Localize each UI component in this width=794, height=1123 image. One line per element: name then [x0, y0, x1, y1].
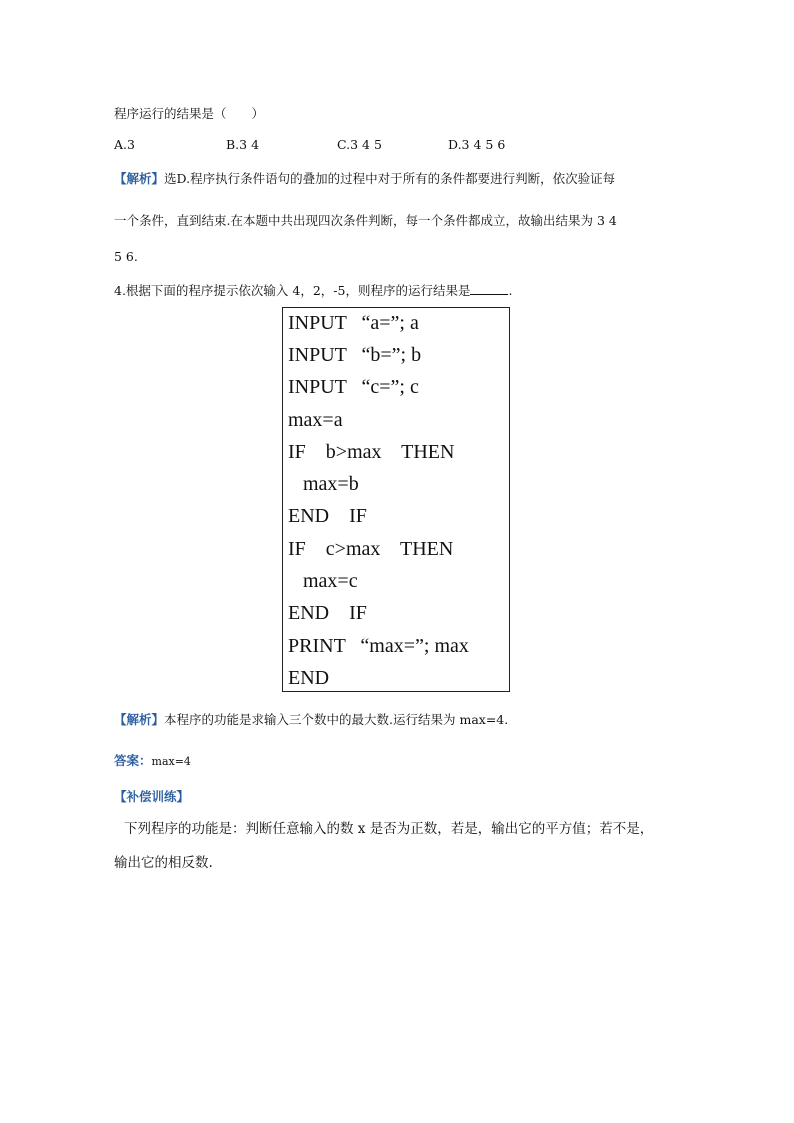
code-line: max=a: [288, 409, 343, 431]
analysis-text: 本程序的功能是求输入三个数中的最大数.运行结果为 max=4.: [164, 712, 509, 727]
supplement-line-1: 下列程序的功能是：判断任意输入的数 x 是否为正数，若是，输出它的平方值；若不是，: [124, 821, 654, 837]
option-d: D.3 4 5 6: [448, 137, 506, 152]
option-a: A.3: [114, 137, 135, 152]
answer-value: max=4: [151, 755, 191, 768]
analysis-text: 选D.程序执行条件语句的叠加的过程中对于所有的条件都要进行判断，依次验证每: [164, 171, 616, 186]
analysis-tag: 【解析】: [114, 171, 165, 186]
answer-blank: [470, 282, 508, 295]
code-line: END IF: [288, 602, 367, 624]
code-box: [282, 307, 510, 692]
answer-label: 答案：: [114, 753, 152, 768]
code-line: IF b>max THEN: [288, 441, 455, 463]
question-prompt: 程序运行的结果是（ ）: [114, 106, 265, 121]
question-4: [114, 282, 512, 300]
supplement-line-2: 输出它的相反数.: [114, 855, 213, 871]
code-line: INPUT “b=”; b: [288, 344, 422, 366]
question-4-text: 4.根据下面的程序提示依次输入 4，2，-5，则程序的运行结果是: [114, 283, 471, 298]
analysis-1-line-2: 一个条件，直到结束.在本题中共出现四次条件判断，每一个条件都成立，故输出结果为 3 4: [114, 213, 617, 228]
code-line: INPUT “c=”; c: [288, 376, 419, 398]
option-b: B.3 4: [226, 137, 260, 152]
code-line: max=b: [288, 473, 359, 495]
supplement-title: 【补偿训练】: [114, 789, 190, 804]
code-line: PRINT “max=”; max: [288, 635, 469, 657]
option-c: C.3 4 5: [337, 137, 382, 152]
answer-line: [114, 752, 191, 771]
code-line: IF c>max THEN: [288, 538, 454, 560]
code-line: max=c: [288, 570, 358, 592]
analysis-tag: 【解析】: [114, 712, 165, 727]
analysis-2: [114, 711, 508, 729]
analysis-1-line-3: 5 6.: [114, 249, 138, 264]
question-4-period: .: [508, 283, 513, 298]
analysis-1-line-1: [114, 170, 615, 188]
code-line: END IF: [288, 505, 367, 527]
code-line: END: [288, 667, 330, 689]
code-line: INPUT “a=”; a: [288, 312, 419, 334]
